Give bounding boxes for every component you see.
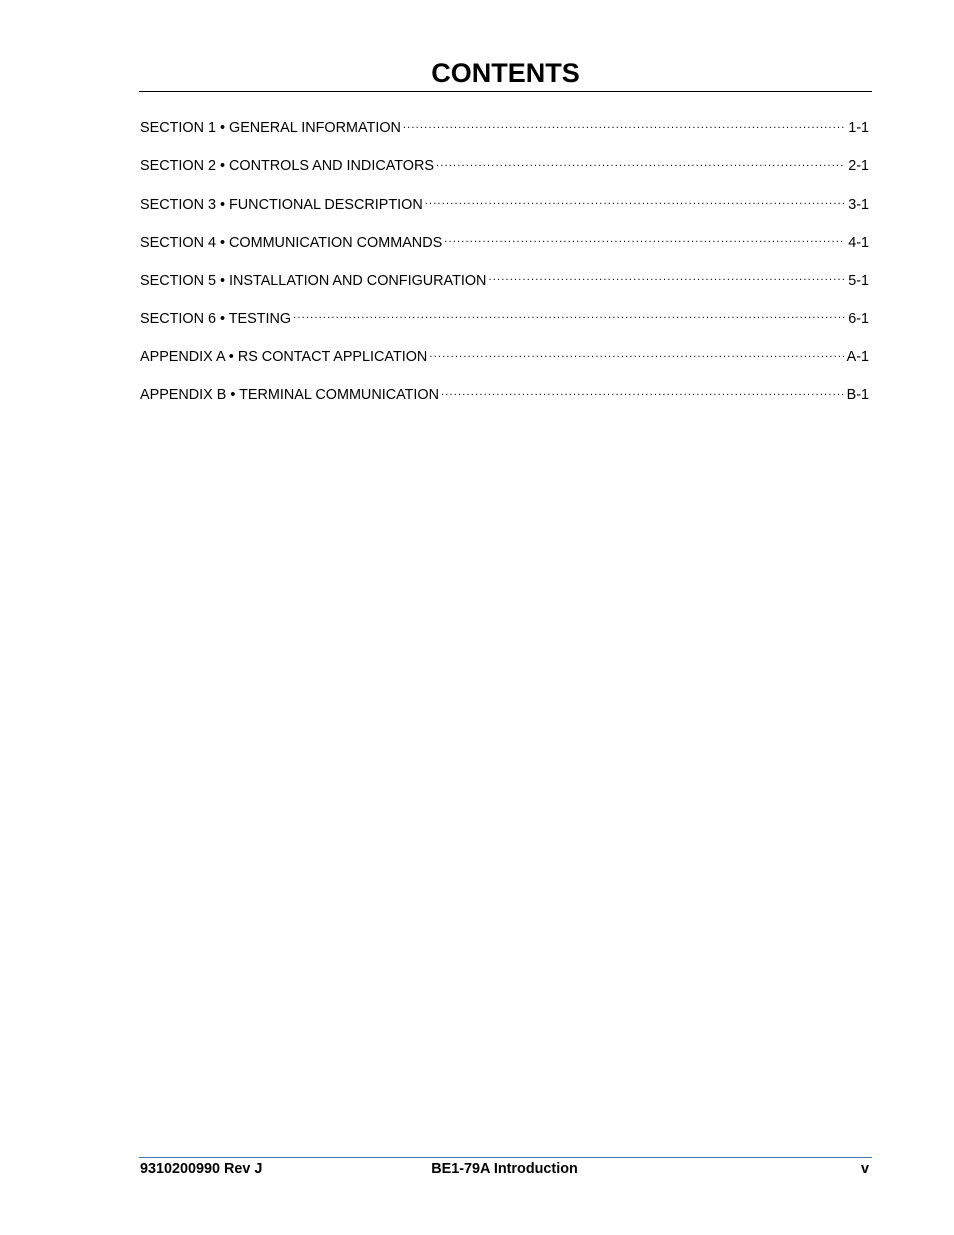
footer-document-number: 9310200990 Rev J bbox=[140, 1161, 263, 1177]
toc-entry-section-4[interactable] bbox=[140, 232, 869, 270]
footer-document-title: BE1-79A Introduction bbox=[431, 1161, 578, 1177]
toc-dot-leader bbox=[436, 156, 845, 170]
toc-entry-section-5[interactable] bbox=[140, 270, 869, 308]
toc-entry-section-1[interactable] bbox=[140, 118, 869, 156]
toc-entry-page: 3-1 bbox=[848, 196, 869, 213]
toc-entry-appendix-b[interactable] bbox=[140, 385, 869, 423]
toc-entry-section-6[interactable] bbox=[140, 308, 869, 346]
page-title: CONTENTS bbox=[431, 58, 580, 88]
title-divider bbox=[139, 91, 872, 92]
toc-entry-label: SECTION 1 • GENERAL INFORMATION bbox=[140, 120, 401, 137]
toc-entry-label: SECTION 2 • CONTROLS AND INDICATORS bbox=[140, 158, 434, 175]
footer-page-number: v bbox=[860, 1161, 869, 1177]
page-footer bbox=[140, 1160, 869, 1180]
toc-entry-page: 5-1 bbox=[848, 272, 869, 289]
toc-dot-leader bbox=[444, 232, 845, 246]
toc-entry-page: B-1 bbox=[846, 387, 869, 404]
toc-entry-section-2[interactable] bbox=[140, 156, 869, 194]
toc-entry-page: 2-1 bbox=[848, 158, 869, 175]
toc-entry-label: SECTION 4 • COMMUNICATION COMMANDS bbox=[140, 234, 443, 251]
toc-entry-label: APPENDIX B • TERMINAL COMMUNICATION bbox=[140, 387, 440, 404]
toc-dot-leader bbox=[488, 270, 845, 284]
toc-entry-page: 6-1 bbox=[848, 310, 869, 327]
toc-dot-leader bbox=[403, 118, 845, 132]
toc-entry-page: 4-1 bbox=[848, 234, 869, 251]
toc-dot-leader bbox=[293, 308, 845, 322]
table-of-contents bbox=[140, 118, 869, 423]
toc-entry-page: 1-1 bbox=[848, 120, 869, 137]
toc-dot-leader bbox=[441, 385, 844, 399]
toc-entry-section-3[interactable] bbox=[140, 194, 869, 232]
toc-entry-label: SECTION 6 • TESTING bbox=[140, 310, 292, 327]
toc-entry-label: SECTION 5 • INSTALLATION AND CONFIGURATION bbox=[140, 272, 487, 289]
footer-divider bbox=[139, 1157, 872, 1158]
toc-entry-appendix-a[interactable] bbox=[140, 347, 869, 385]
toc-dot-leader bbox=[425, 194, 845, 208]
toc-dot-leader bbox=[429, 347, 843, 361]
toc-entry-label: APPENDIX A • RS CONTACT APPLICATION bbox=[140, 348, 428, 365]
toc-entry-page: A-1 bbox=[846, 348, 869, 365]
toc-entry-label: SECTION 3 • FUNCTIONAL DESCRIPTION bbox=[140, 196, 423, 213]
